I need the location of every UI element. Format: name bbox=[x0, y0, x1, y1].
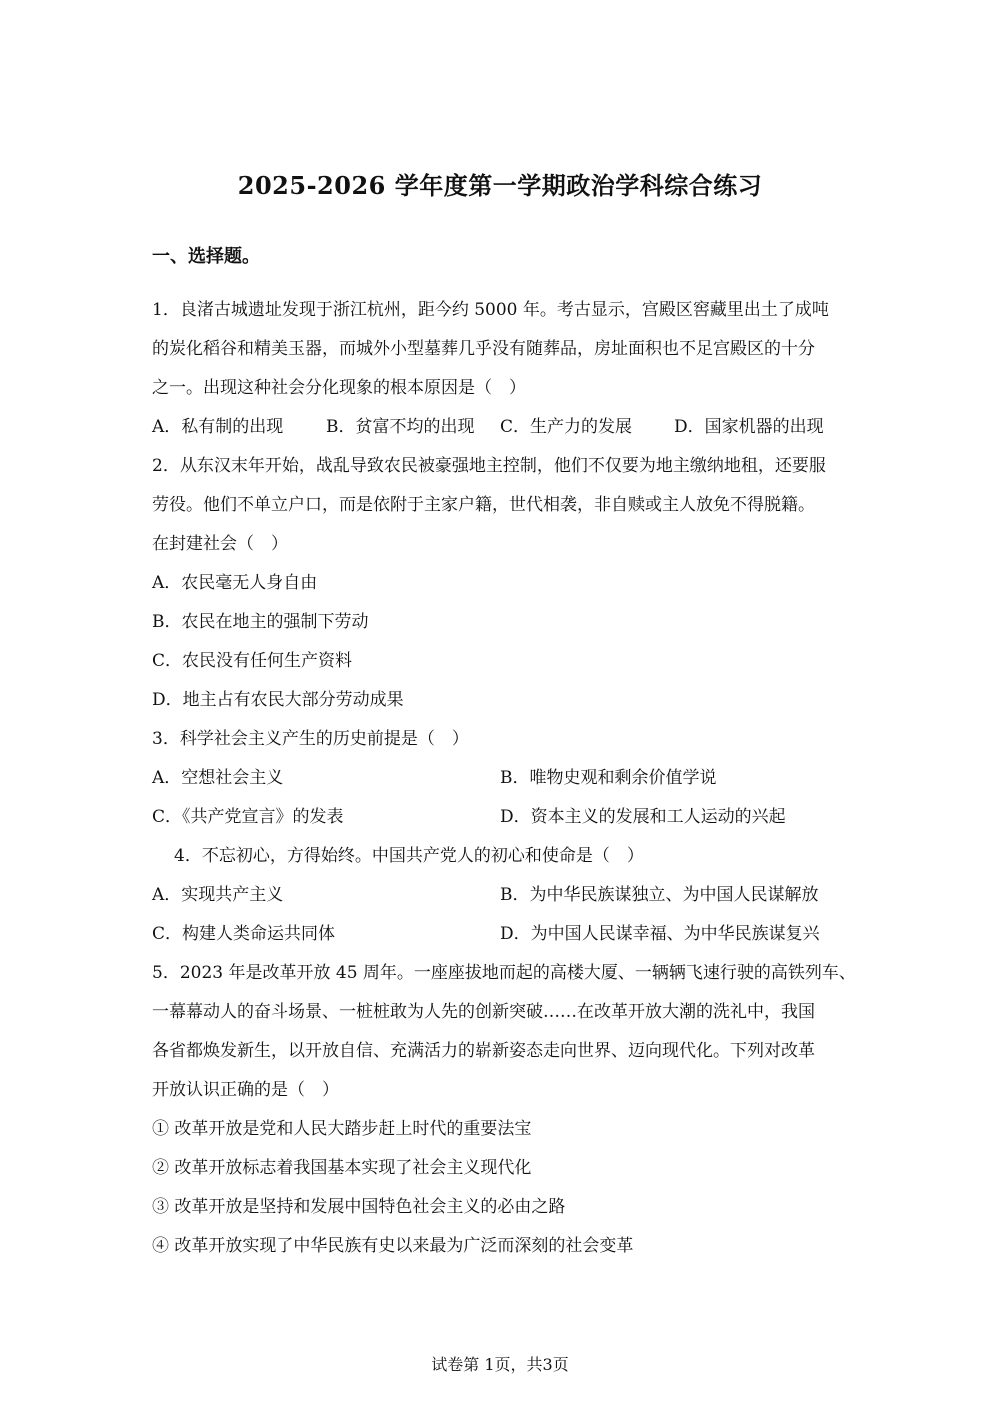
q1-option-a: A．私有制的出现 bbox=[152, 417, 284, 437]
q2-line-1: 2．从东汉末年开始，战乱导致农民被豪强地主控制，他们不仅要为地主缴纳地租，还要服 bbox=[152, 456, 826, 476]
q3-option-c: C．《共产党宣言》的发表 bbox=[152, 807, 344, 827]
q5-line-1: 5．2023 年是改革开放 45 周年。一座座拔地而起的高楼大厦、一辆辆飞速行驶的高铁列车、 bbox=[152, 963, 856, 983]
q4-option-d: D．为中国人民谋幸福、为中华民族谋复兴 bbox=[500, 924, 820, 944]
q1-option-d: D．国家机器的出现 bbox=[674, 417, 824, 437]
q4-option-a: A．实现共产主义 bbox=[152, 885, 284, 905]
q3-option-d: D．资本主义的发展和工人运动的兴起 bbox=[500, 807, 786, 827]
q5-item-1: ① 改革开放是党和人民大踏步赶上时代的重要法宝 bbox=[152, 1119, 532, 1139]
q3-stem: 3．科学社会主义产生的历史前提是（ ） bbox=[152, 729, 469, 749]
page-title: 2025-2026 学年度第一学期政治学科综合练习 bbox=[237, 171, 763, 200]
q5-line-3: 各省都焕发新生，以开放自信、充满活力的崭新姿态走向世界、迈向现代化。下列对改革 bbox=[152, 1041, 815, 1061]
q1-line-2: 的炭化稻谷和精美玉器，而城外小型墓葬几乎没有随葬品，房址面积也不足宫殿区的十分 bbox=[152, 339, 815, 359]
q3-option-a: A．空想社会主义 bbox=[152, 768, 284, 788]
q1-option-c: C．生产力的发展 bbox=[500, 417, 633, 437]
q2-option-d: D．地主占有农民大部分劳动成果 bbox=[152, 690, 404, 710]
q2-line-2: 劳役。他们不单立户口，而是依附于主家户籍，世代相袭，非自赎或主人放免不得脱籍。 bbox=[152, 495, 815, 515]
q2-option-b: B．农民在地主的强制下劳动 bbox=[152, 612, 369, 632]
q1-line-1: 1．良渚古城遗址发现于浙江杭州，距今约 5000 年。考古显示，宫殿区窖藏里出土了成吨 bbox=[152, 300, 829, 320]
q4-option-b: B．为中华民族谋独立、为中国人民谋解放 bbox=[500, 885, 819, 905]
q5-line-2: 一幕幕动人的奋斗场景、一桩桩敢为人先的创新突破……在改革开放大潮的洗礼中，我国 bbox=[152, 1002, 815, 1022]
q1-option-b: B．贫富不均的出现 bbox=[326, 417, 475, 437]
q4-option-c: C．构建人类命运共同体 bbox=[152, 924, 336, 944]
q5-item-4: ④ 改革开放实现了中华民族有史以来最为广泛而深刻的社会变革 bbox=[152, 1236, 634, 1256]
page-footer: 试卷第 1页，共3页 bbox=[431, 1355, 569, 1374]
q1-line-3: 之一。出现这种社会分化现象的根本原因是（ ） bbox=[152, 378, 526, 398]
q2-line-3: 在封建社会（ ） bbox=[152, 534, 288, 554]
q5-line-4: 开放认识正确的是（ ） bbox=[152, 1080, 339, 1100]
q2-option-a: A．农民毫无人身自由 bbox=[152, 573, 318, 593]
section-heading: 一、选择题。 bbox=[152, 246, 260, 267]
q4-stem: 4．不忘初心，方得始终。中国共产党人的初心和使命是（ ） bbox=[174, 846, 644, 866]
q3-option-b: B．唯物史观和剩余价值学说 bbox=[500, 768, 717, 788]
q5-item-2: ② 改革开放标志着我国基本实现了社会主义现代化 bbox=[152, 1158, 532, 1178]
q5-item-3: ③ 改革开放是坚持和发展中国特色社会主义的必由之路 bbox=[152, 1197, 566, 1217]
q2-option-c: C．农民没有任何生产资料 bbox=[152, 651, 353, 671]
